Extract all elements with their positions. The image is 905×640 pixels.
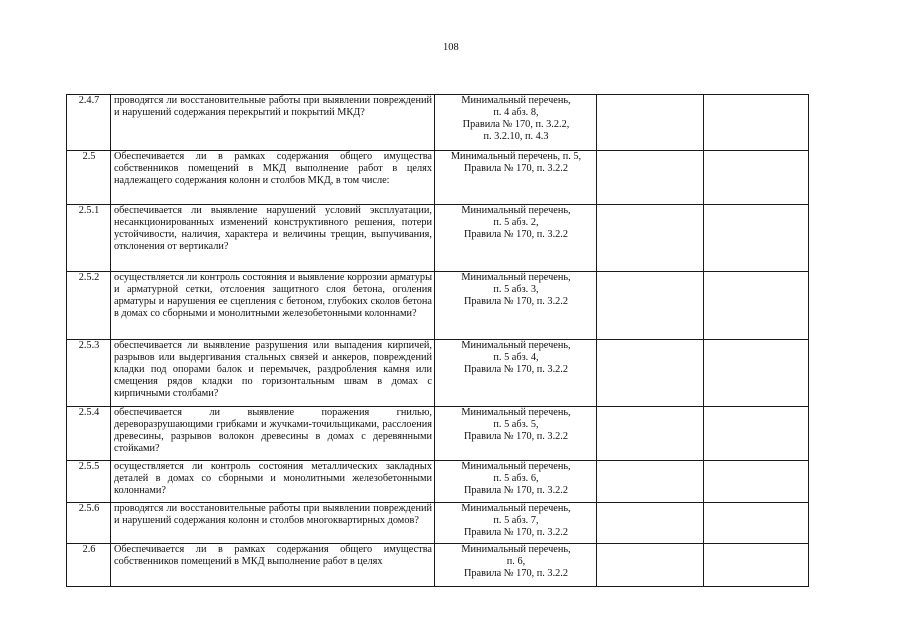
reference-line: п. 5 абз. 5, — [493, 419, 539, 431]
row-number: 2.5.1 — [67, 205, 111, 272]
table-row — [67, 95, 809, 151]
row-question: обеспечивается ли выявление разрушения или выпадения кирпичей, разрывов или выдергивания стальных связей и анкеров, повреждений кладки под опорами балок и перемычек, раздробления камня или смещения рядов кладки по горизонтальным швам в домах с кирпичными столбами? — [111, 340, 435, 407]
row-number: 2.5.6 — [67, 503, 111, 544]
row-question: обеспечивается ли выявление поражения гнилью, дереворазрушающими грибками и жучками-точильщиками, расслоения древесины, разрывов волокон древесины в домах с деревянными стойками? — [111, 407, 435, 461]
row-question: проводятся ли восстановительные работы при выявлении повреждений и нарушений содержания перекрытий и покрытий МКД? — [111, 95, 435, 151]
table-row — [67, 151, 809, 205]
note-cell — [704, 407, 809, 461]
reference-line: п. 5 абз. 2, — [493, 217, 539, 229]
row-question: Обеспечивается ли в рамках содержания общего имущества собственников помещений в МКД выполнение работ в целях надлежащего содержания колонн и столбов МКД, в том числе: — [111, 151, 435, 205]
reference-line: Правила № 170, п. 3.2.2 — [463, 568, 569, 580]
row-reference — [435, 95, 597, 151]
row-question: осуществляется ли контроль состояния металлических закладных деталей в домах со сборными и монолитными железобетонными колоннами? — [111, 461, 435, 503]
table-row — [67, 503, 809, 544]
reference-line: Минимальный перечень, — [461, 340, 571, 351]
reference-line: п. 3.2.10, п. 4.3 — [483, 131, 549, 143]
answer-cell — [597, 544, 704, 587]
reference-line: Минимальный перечень, — [461, 205, 571, 216]
row-question: Обеспечивается ли в рамках содержания общего имущества собственников помещений в МКД выполнение работ в целях — [111, 544, 435, 587]
reference-line: Минимальный перечень, — [461, 272, 571, 283]
note-cell — [704, 151, 809, 205]
reference-line: Минимальный перечень, — [461, 503, 571, 514]
reference-line: п. 6, — [506, 556, 526, 568]
row-reference — [435, 272, 597, 340]
row-reference — [435, 340, 597, 407]
row-reference — [435, 205, 597, 272]
reference-line: Правила № 170, п. 3.2.2 — [463, 296, 569, 308]
reference-line: Минимальный перечень, п. 5, — [450, 151, 582, 162]
reference-line: Минимальный перечень, — [461, 407, 571, 418]
note-cell — [704, 544, 809, 587]
note-cell — [704, 461, 809, 503]
row-question: осуществляется ли контроль состояния и выявление коррозии арматуры и арматурной сетки, отслоения защитного слоя бетона, оголения арматуры и нарушения ее сцепления с бетоном, глубоких сколов бетона в домах со сборными и монолитными железобетонными колоннами? — [111, 272, 435, 340]
table-row — [67, 272, 809, 340]
answer-cell — [597, 340, 704, 407]
row-reference — [435, 151, 597, 205]
reference-line: Минимальный перечень, — [461, 461, 571, 472]
row-reference — [435, 544, 597, 587]
note-cell — [704, 95, 809, 151]
row-number: 2.6 — [67, 544, 111, 587]
answer-cell — [597, 205, 704, 272]
row-number: 2.5.2 — [67, 272, 111, 340]
reference-line: Правила № 170, п. 3.2.2, — [462, 119, 570, 131]
reference-line: Правила № 170, п. 3.2.2 — [463, 431, 569, 443]
row-number: 2.4.7 — [67, 95, 111, 151]
reference-line: п. 5 абз. 4, — [493, 352, 539, 364]
note-cell — [704, 340, 809, 407]
reference-line: Правила № 170, п. 3.2.2 — [463, 485, 569, 497]
note-cell — [704, 272, 809, 340]
row-question: обеспечивается ли выявление нарушений условий эксплуатации, несанкционированных изменений конструктивного решения, потери устойчивости, наличия, характера и величины трещин, выпучивания, отклонения от вертикали? — [111, 205, 435, 272]
reference-line: п. 5 абз. 3, — [493, 284, 539, 296]
row-number: 2.5 — [67, 151, 111, 205]
page-number: 108 — [443, 42, 459, 53]
reference-line: Минимальный перечень, — [461, 544, 571, 555]
checklist-table — [66, 94, 809, 587]
note-cell — [704, 205, 809, 272]
row-reference — [435, 407, 597, 461]
answer-cell — [597, 95, 704, 151]
table-row — [67, 461, 809, 503]
row-question: проводятся ли восстановительные работы при выявлении повреждений и нарушений содержания колонн и столбов многоквартирных домов? — [111, 503, 435, 544]
row-reference — [435, 461, 597, 503]
reference-line: Минимальный перечень, — [461, 95, 571, 106]
answer-cell — [597, 407, 704, 461]
reference-line: Правила № 170, п. 3.2.2 — [463, 364, 569, 376]
answer-cell — [597, 272, 704, 340]
row-number: 2.5.3 — [67, 340, 111, 407]
table-row — [67, 544, 809, 587]
reference-line: Правила № 170, п. 3.2.2 — [463, 229, 569, 241]
table-row — [67, 340, 809, 407]
reference-line: Правила № 170, п. 3.2.2 — [463, 163, 569, 175]
note-cell — [704, 503, 809, 544]
row-number: 2.5.5 — [67, 461, 111, 503]
answer-cell — [597, 503, 704, 544]
reference-line: п. 5 абз. 7, — [493, 515, 539, 527]
table-row — [67, 205, 809, 272]
table-row — [67, 407, 809, 461]
row-reference — [435, 503, 597, 544]
row-number: 2.5.4 — [67, 407, 111, 461]
answer-cell — [597, 151, 704, 205]
reference-line: п. 4 абз. 8, — [493, 107, 539, 119]
reference-line: Правила № 170, п. 3.2.2 — [463, 527, 569, 539]
answer-cell — [597, 461, 704, 503]
reference-line: п. 5 абз. 6, — [493, 473, 539, 485]
